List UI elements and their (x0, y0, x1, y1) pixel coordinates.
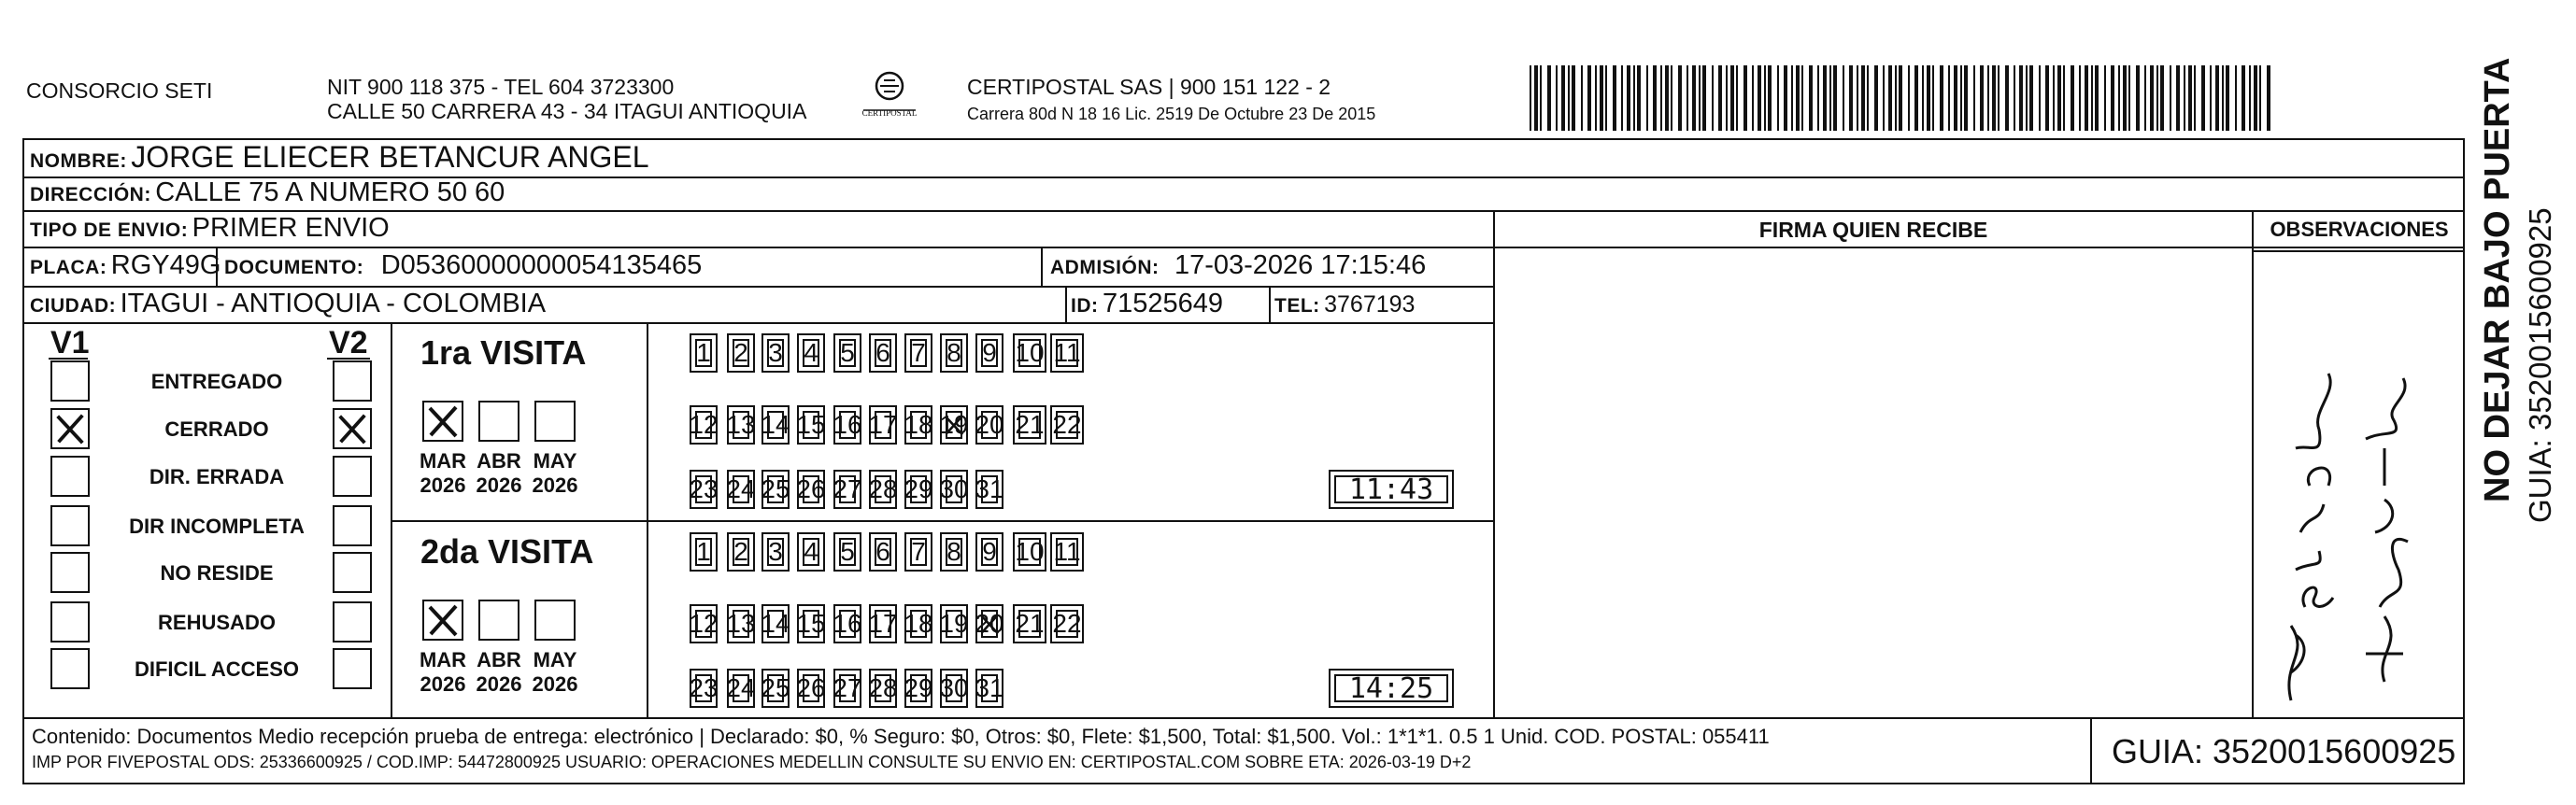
day-box[interactable] (1050, 532, 1084, 572)
day-number: 3 (768, 338, 783, 367)
certipostal-line: CERTIPOSTAL SAS | 900 151 122 - 2 (967, 75, 1331, 99)
day-box[interactable] (690, 405, 718, 445)
day-number: 6 (875, 537, 890, 566)
day-number: 28 (868, 474, 898, 503)
status-label: DIR. ERRADA (149, 465, 285, 488)
tipo-row (30, 213, 390, 244)
day-number: 8 (946, 338, 961, 367)
day-number: 1 (696, 537, 711, 566)
day-number: 3 (768, 537, 783, 566)
day-box[interactable] (975, 604, 1003, 643)
day-number: 10 (1015, 537, 1045, 566)
day-box[interactable] (869, 669, 897, 708)
status-label: DIR INCOMPLETA (129, 515, 305, 538)
firma-header: FIRMA QUIEN RECIBE (1758, 218, 1988, 242)
day-number: 27 (833, 673, 862, 702)
month-checkbox-abr[interactable] (478, 600, 519, 641)
nombre-value: JORGE ELIECER BETANCUR ANGEL (131, 140, 649, 174)
logo-text: CERTIPOSTAL (861, 108, 918, 118)
observaciones-header: OBSERVACIONES (2270, 218, 2449, 241)
day-number: 18 (904, 410, 933, 439)
day-check-mark (977, 606, 1002, 642)
documento-value: D05360000000054135465 (380, 250, 703, 280)
tel-value: 3767193 (1324, 291, 1416, 318)
day-number: 24 (726, 673, 756, 702)
day-number: 15 (796, 609, 826, 638)
id-row (1071, 289, 1223, 319)
status-label: DIFICIL ACCESO (134, 657, 299, 681)
nombre-label: NOMBRE: (30, 150, 127, 172)
handwritten-observations (2254, 252, 2465, 717)
admision-row (1050, 250, 1426, 281)
day-number: 19 (939, 410, 969, 439)
v2-checkbox[interactable] (333, 505, 372, 546)
footer-guia: GUIA: 3520015600925 (2112, 732, 2456, 770)
visit-time-value: 11:43 (1348, 473, 1434, 506)
day-number: 23 (689, 474, 719, 503)
day-box[interactable] (797, 333, 825, 373)
v1-checkbox[interactable] (50, 648, 90, 689)
day-box[interactable] (975, 532, 1003, 572)
month-checkbox-mar[interactable] (422, 600, 463, 641)
day-box[interactable] (904, 405, 932, 445)
placa-label: PLACA: (30, 257, 107, 278)
day-box[interactable] (869, 470, 897, 509)
day-box[interactable] (690, 532, 718, 572)
day-number: 21 (1015, 609, 1045, 638)
placa-row (30, 250, 221, 281)
v2-checkbox[interactable] (333, 456, 372, 497)
day-number: 11 (1053, 338, 1081, 367)
day-check-mark (942, 407, 966, 443)
month-label (522, 449, 588, 498)
v1-checkbox[interactable] (50, 601, 90, 643)
day-box[interactable] (975, 405, 1003, 445)
v1-checkbox[interactable] (50, 456, 90, 497)
day-number: 6 (875, 338, 890, 367)
day-box[interactable] (727, 405, 755, 445)
day-number: 29 (904, 673, 933, 702)
visit-title: 2da VISITA (420, 532, 594, 571)
day-number: 31 (975, 474, 1004, 503)
day-number: 17 (868, 609, 898, 638)
day-box[interactable] (940, 532, 968, 572)
day-box[interactable] (761, 669, 790, 708)
month-checkbox-abr[interactable] (478, 401, 519, 442)
id-label: ID: (1071, 295, 1099, 317)
footer-contenido: Contenido: Documentos Medio recepción prueba de entrega: electrónico | Declarado: $0, % Seguro: $0, Otros: $0, Flete: $1,500, Total: $1,500. Vol.: 1*1*1. 0.5 1 Unid. COD. POSTAL: 055411 (32, 725, 1770, 748)
day-number: 12 (689, 410, 719, 439)
ciudad-label: CIUDAD: (30, 295, 117, 317)
day-box[interactable] (869, 604, 897, 643)
v2-label: V2 (329, 325, 368, 360)
direccion-row (30, 177, 505, 208)
day-box[interactable] (1050, 405, 1084, 445)
day-box[interactable] (940, 604, 968, 643)
status-label: CERRADO (164, 417, 269, 441)
day-box[interactable] (761, 333, 790, 373)
day-number: 29 (904, 474, 933, 503)
tel-row (1274, 291, 1415, 318)
day-box[interactable] (1050, 604, 1084, 643)
day-number: 13 (726, 410, 756, 439)
visit-time-value: 14:25 (1348, 671, 1434, 705)
day-box[interactable] (940, 470, 968, 509)
day-box[interactable] (904, 532, 932, 572)
day-box[interactable] (833, 532, 861, 572)
visit-time[interactable] (1329, 669, 1454, 708)
day-number: 12 (689, 609, 719, 638)
day-box[interactable] (1013, 405, 1046, 445)
day-number: 16 (833, 609, 862, 638)
day-number: 17 (868, 410, 898, 439)
day-number: 23 (689, 673, 719, 702)
day-box[interactable] (1013, 333, 1046, 373)
day-number: 18 (904, 609, 933, 638)
nit-line: NIT 900 118 375 - TEL 604 3723300 (327, 75, 675, 99)
day-box[interactable] (761, 604, 790, 643)
tel-label: TEL: (1274, 295, 1320, 317)
day-box[interactable] (690, 333, 718, 373)
day-number: 20 (975, 609, 1004, 638)
status-label: ENTREGADO (150, 370, 283, 393)
v1-checkbox[interactable] (50, 552, 90, 593)
day-box[interactable] (940, 669, 968, 708)
v1-checkbox[interactable] (50, 505, 90, 546)
day-number: 30 (939, 474, 969, 503)
day-box[interactable] (833, 604, 861, 643)
day-number: 1 (696, 338, 711, 367)
admision-value: 17-03-2026 17:15:46 (1174, 250, 1427, 280)
documento-row (224, 250, 702, 281)
day-box[interactable] (690, 470, 718, 509)
day-box[interactable] (690, 669, 718, 708)
day-number: 11 (1053, 537, 1081, 566)
visit-title: 1ra VISITA (420, 333, 587, 372)
day-number: 30 (939, 673, 969, 702)
day-number: 21 (1015, 410, 1045, 439)
day-box[interactable] (904, 604, 932, 643)
status-label: NO RESIDE (160, 561, 274, 585)
month-name: ABR (477, 648, 521, 671)
license-line: Carrera 80d N 18 16 Lic. 2519 De Octubre 23 De 2015 (967, 105, 1376, 123)
day-number: 28 (868, 673, 898, 702)
day-box[interactable] (797, 470, 825, 509)
day-box[interactable] (940, 405, 968, 445)
day-number: 15 (796, 410, 826, 439)
day-number: 22 (1052, 609, 1082, 638)
day-box[interactable] (727, 604, 755, 643)
tipo-label: TIPO DE ENVIO: (30, 219, 189, 241)
day-box[interactable] (833, 333, 861, 373)
tipo-value: PRIMER ENVIO (192, 213, 390, 243)
admision-label: ADMISIÓN: (1050, 257, 1160, 278)
status-label: REHUSADO (158, 611, 276, 634)
month-name: MAY (533, 449, 577, 473)
v2-checkbox[interactable] (333, 601, 372, 643)
month-name: ABR (477, 449, 521, 473)
day-box[interactable] (869, 405, 897, 445)
side-guia: GUIA: 3520015600925 (2523, 207, 2557, 523)
v1-label: V1 (50, 325, 90, 360)
day-box[interactable] (869, 532, 897, 572)
day-number: 27 (833, 474, 862, 503)
day-box[interactable] (833, 470, 861, 509)
day-box[interactable] (940, 333, 968, 373)
day-number: 31 (975, 673, 1004, 702)
day-box[interactable] (1013, 532, 1046, 572)
day-number: 19 (939, 609, 969, 638)
month-year: 2026 (532, 473, 578, 497)
day-number: 7 (911, 338, 926, 367)
day-number: 2 (733, 537, 748, 566)
day-number: 14 (761, 609, 790, 638)
day-number: 22 (1052, 410, 1082, 439)
v1-checkbox[interactable] (50, 360, 90, 402)
day-box[interactable] (761, 532, 790, 572)
day-number: 13 (726, 609, 756, 638)
day-number: 26 (796, 673, 826, 702)
certipostal-logo (856, 69, 923, 125)
ciudad-row (30, 289, 546, 319)
day-box[interactable] (761, 470, 790, 509)
month-year: 2026 (532, 672, 578, 696)
day-number: 5 (840, 338, 855, 367)
month-label (522, 648, 588, 697)
day-number: 9 (982, 537, 997, 566)
v2-checkbox[interactable] (333, 360, 372, 402)
month-year: 2026 (420, 473, 466, 497)
day-number: 7 (911, 537, 926, 566)
day-number: 24 (726, 474, 756, 503)
day-box[interactable] (797, 532, 825, 572)
day-box[interactable] (797, 405, 825, 445)
day-box[interactable] (975, 470, 1003, 509)
nombre-row (30, 140, 648, 175)
month-name: MAR (419, 648, 467, 671)
month-name: MAY (533, 648, 577, 671)
company-name: CONSORCIO SETI (26, 78, 213, 103)
ciudad-value: ITAGUI - ANTIOQUIA - COLOMBIA (120, 289, 547, 318)
day-box[interactable] (1013, 604, 1046, 643)
month-year: 2026 (476, 473, 522, 497)
day-box[interactable] (727, 470, 755, 509)
v2-checkbox[interactable] (333, 552, 372, 593)
day-box[interactable] (727, 532, 755, 572)
day-number: 14 (761, 410, 790, 439)
day-number: 5 (840, 537, 855, 566)
month-name: MAR (419, 449, 467, 473)
day-box[interactable] (727, 333, 755, 373)
day-number: 4 (804, 338, 818, 367)
month-checkbox-may[interactable] (534, 600, 576, 641)
month-checkbox-mar[interactable] (422, 401, 463, 442)
day-number: 25 (761, 673, 790, 702)
day-box[interactable] (904, 470, 932, 509)
day-box[interactable] (833, 669, 861, 708)
month-checkbox-may[interactable] (534, 401, 576, 442)
month-year: 2026 (420, 672, 466, 696)
day-box[interactable] (761, 405, 790, 445)
day-box[interactable] (797, 604, 825, 643)
day-box[interactable] (1050, 333, 1084, 373)
day-number: 10 (1015, 338, 1045, 367)
v2-checkbox[interactable] (333, 648, 372, 689)
v2-checkbox[interactable] (333, 408, 372, 449)
day-number: 26 (796, 474, 826, 503)
barcode (1530, 65, 2277, 131)
day-box[interactable] (833, 405, 861, 445)
documento-label: DOCUMENTO: (224, 257, 364, 278)
month-year: 2026 (476, 672, 522, 696)
day-number: 8 (946, 537, 961, 566)
day-box[interactable] (975, 669, 1003, 708)
day-box[interactable] (727, 669, 755, 708)
day-number: 4 (804, 537, 818, 566)
direccion-value: CALLE 75 A NUMERO 50 60 (155, 177, 505, 207)
day-box[interactable] (904, 333, 932, 373)
placa-value: RGY49G (110, 250, 221, 280)
side-warning: NO DEJAR BAJO PUERTA (2478, 57, 2517, 502)
day-box[interactable] (690, 604, 718, 643)
direccion-label: DIRECCIÓN: (30, 184, 151, 205)
v1-checkbox[interactable] (50, 408, 90, 449)
day-number: 16 (833, 410, 862, 439)
day-box[interactable] (904, 669, 932, 708)
footer-imp: IMP POR FIVEPOSTAL ODS: 25336600925 / COD.IMP: 54472800925 USUARIO: OPERACIONES MEDELLIN CONSULTE SU ENVIO EN: CERTIPOSTAL.COM SOBRE ETA: 2026-03-19 D+2 (32, 753, 1472, 771)
day-number: 9 (982, 338, 997, 367)
day-box[interactable] (797, 669, 825, 708)
visit-time[interactable] (1329, 470, 1454, 509)
day-number: 25 (761, 474, 790, 503)
day-number: 20 (975, 410, 1004, 439)
day-number: 2 (733, 338, 748, 367)
address-line: CALLE 50 CARRERA 43 - 34 ITAGUI ANTIOQUIA (327, 99, 807, 123)
id-value: 71525649 (1102, 289, 1223, 318)
day-box[interactable] (975, 333, 1003, 373)
day-box[interactable] (869, 333, 897, 373)
